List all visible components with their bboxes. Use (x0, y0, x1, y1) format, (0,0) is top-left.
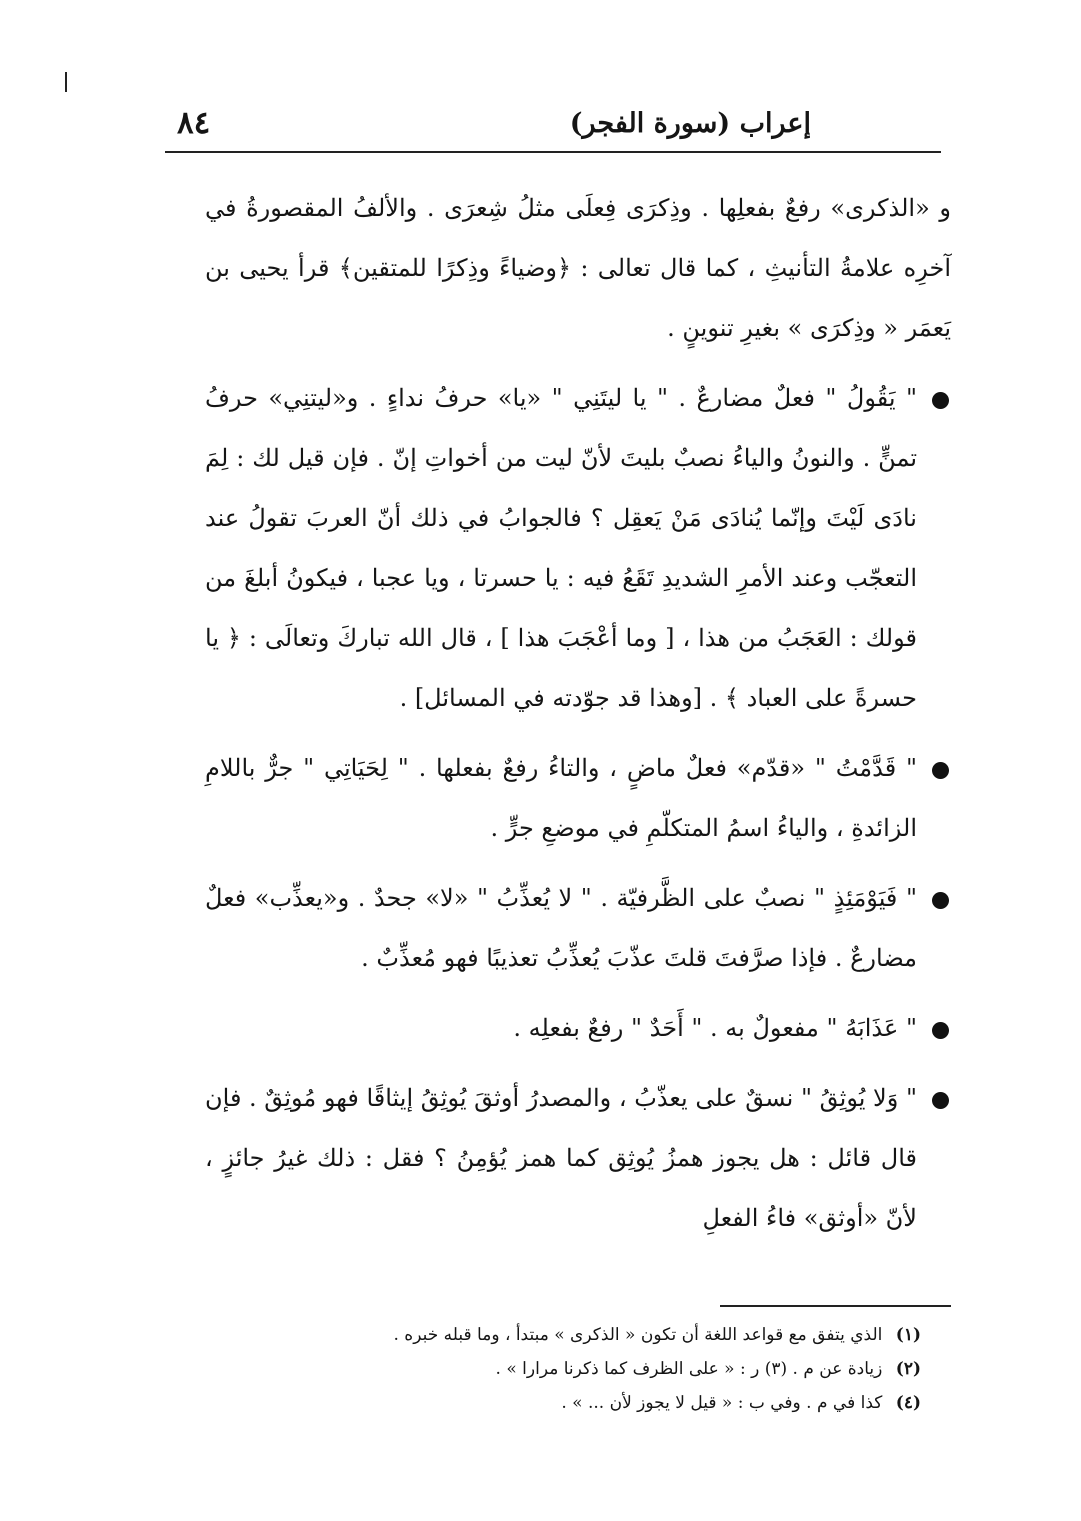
paragraph-text: " يَقُولُ " فعلٌ مضارعٌ . " يا ليتَنِي " «يا» حرفُ نداءٍ . و«ليتنِي» حرفُ تمنٍّ . والنونُ والياءُ نصبٌ بليتَ لأنّ ليت من أخواتِ إنّ . فإن قيل لك : لِمَ نادَى لَيْتَ وإنّما يُنادَى مَنْ يَعقِل ؟ فالجوابُ في ذلك أنّ العربَ تقولُ عند التعجّب وعند الأمرِ الشديدِ تَقَعُ فيه : يا حسرتا ، ويا عجبا ، فيكونُ أبلغَ من قولك : العَجَبُ من هذا ، [ وما أعْجَبَ هذا ] ، قال الله تباركَ وتعالَى : ﴿ يا حسرةً على العباد ﴾ . [وهذا قد جوّدته في المسائل] . (205, 384, 917, 712)
margin-mark (65, 72, 67, 92)
footnote-text: زيادة عن م . (٣) ر : « على الظرف كما ذكرنا مرارا » . (495, 1359, 883, 1379)
page-number: ٨٤ (177, 105, 211, 141)
bullet-icon (932, 392, 949, 409)
page-title: إعراب (سورة الفجر) (569, 108, 811, 139)
footnote-number: (٢) (895, 1359, 921, 1379)
footnote-text: الذي يتفق مع قواعد اللغة أن تكون « الذكرى » مبتدأ ، وما قبله خبره . (393, 1325, 883, 1345)
footnote-item (205, 1318, 921, 1352)
paragraph-fayawmaidhin (205, 868, 951, 988)
paragraph-text: " فَيَوْمَئِذٍ " نصبٌ على الظَّرفيّة . " لا يُعذِّبُ " «لا» جحدٌ . و«يعذِّب» فعلٌ مضارعٌ . فإذا صرَّفتَ قلتَ عذّبَ يُعذِّبُ تعذيبًا فهو مُعذِّبٌ . (205, 884, 917, 972)
main-text (205, 178, 951, 1248)
footnotes (205, 1318, 921, 1420)
paragraph-la-yuthiqu (205, 1068, 951, 1248)
footnote-divider (720, 1305, 951, 1307)
footnote-number: (٤) (895, 1393, 921, 1413)
bullet-icon (932, 892, 949, 909)
paragraph-qaddamtu (205, 738, 951, 858)
paragraph-text: " وَلا يُوثِقُ " نسقٌ على يعذّبُ ، والمصدرُ أوثقَ يُوثِقُ إيثاقًا فهو مُوثِقٌ . فإن قال قائل : هل يجوز همزُ يُوثِق كما همز يُؤمِنُ ؟ فقل : ذلك غيرُ جائزٍ ، لأنّ «أوثق» فاءُ الفعلِ (205, 1084, 917, 1232)
paragraph-text: " قَدَّمْتُ " «قدّم» فعلٌ ماضٍ ، والتاءُ رفعٌ بفعلها . " لِحَيَاتِي " جرٌّ باللامِ الزائدةِ ، والياءُ اسمُ المتكلّمِ في موضعِ جرٍّ . (205, 754, 917, 842)
footnote-item (205, 1386, 921, 1420)
bullet-icon (932, 1022, 949, 1039)
bullet-icon (932, 1092, 949, 1109)
footnote-item (205, 1352, 921, 1386)
paragraph-text: " عَذَابَهُ " مفعولٌ به . " أَحَدٌ " رفعٌ بفعلِه . (513, 1014, 917, 1042)
bullet-icon (932, 762, 949, 779)
paragraph-adhabahu (205, 998, 951, 1058)
paragraph-yaqulu (205, 368, 951, 728)
paragraph-dhikra: و «الذكرى» رفعٌ بفعلِها . وذِكرَى فِعلَى مثلُ شِعرَى . والألفُ المقصورةُ في آخرِه علامةُ التأنيثِ ، كما قال تعالى : ﴿وضياءً وذِكرًا للمتقين﴾ قرأ يحيى بن يَعمَر « وذِكرَى » بغيرِ تنوينٍ . (205, 194, 951, 342)
page-header (165, 95, 941, 153)
footnote-number: (١) (895, 1325, 921, 1345)
footnote-text: كذا في م . وفي ب : « قيل لا يجوز لأن ... » . (561, 1393, 883, 1413)
